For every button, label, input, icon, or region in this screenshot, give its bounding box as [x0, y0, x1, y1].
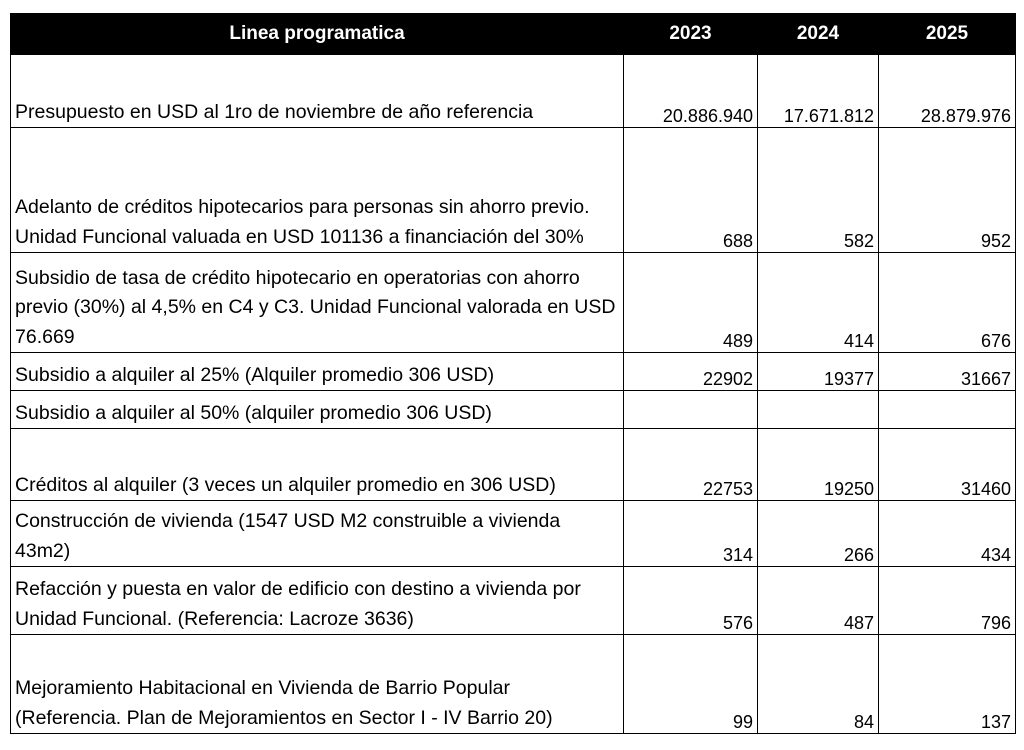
value-2025: 31460 — [879, 429, 1016, 501]
table-row — [11, 635, 1016, 734]
value-2024: 84 — [758, 635, 879, 734]
value-2023: 20.886.940 — [624, 72, 758, 128]
value-2024: 17.671.812 — [758, 72, 879, 128]
table-row — [11, 567, 1016, 635]
value-2024: 487 — [758, 567, 879, 635]
value-2023: 99 — [624, 635, 758, 734]
value-2024 — [758, 391, 879, 429]
value-2024: 266 — [758, 501, 879, 567]
row-label: Mejoramiento Habitacional en Vivienda de Barrio Popular (Referencia. Plan de Mejoramientos en Sector I - IV Barrio 20) — [11, 635, 624, 734]
spacer-row — [11, 55, 1016, 72]
value-2023: 22902 — [624, 353, 758, 391]
value-2024: 582 — [758, 128, 879, 253]
value-2023: 489 — [624, 253, 758, 353]
header-row — [11, 14, 1016, 55]
spacer-cell — [758, 55, 879, 72]
header-linea-programatica: Linea programatica — [11, 14, 624, 55]
table-body — [11, 55, 1016, 734]
spacer-cell — [624, 55, 758, 72]
row-label: Construcción de vivienda (1547 USD M2 construible a vivienda 43m2) — [11, 501, 624, 567]
row-label: Adelanto de créditos hipotecarios para personas sin ahorro previo. Unidad Funcional valuada en USD 101136 a financiación del 30% — [11, 128, 624, 253]
value-2023: 22753 — [624, 429, 758, 501]
value-2025: 434 — [879, 501, 1016, 567]
row-label: Subsidio a alquiler al 50% (alquiler promedio 306 USD) — [11, 391, 624, 429]
table-row — [11, 391, 1016, 429]
row-label: Presupuesto en USD al 1ro de noviembre de año referencia — [11, 72, 624, 128]
table-row — [11, 128, 1016, 253]
row-label: Refacción y puesta en valor de edificio con destino a vivienda por Unidad Funcional. (Referencia: Lacroze 3636) — [11, 567, 624, 635]
header-year-2024: 2024 — [758, 14, 879, 55]
row-label: Créditos al alquiler (3 veces un alquiler promedio en 306 USD) — [11, 429, 624, 501]
value-2024: 19250 — [758, 429, 879, 501]
table-row — [11, 353, 1016, 391]
table-header — [11, 14, 1016, 55]
header-year-2025: 2025 — [879, 14, 1016, 55]
value-2025: 137 — [879, 635, 1016, 734]
row-label: Subsidio de tasa de crédito hipotecario en operatorias con ahorro previo (30%) al 4,5% en C4 y C3. Unidad Funcional valorada en USD 76.669 — [11, 253, 624, 353]
value-2025 — [879, 391, 1016, 429]
table-row — [11, 72, 1016, 128]
budget-table — [10, 13, 1016, 734]
value-2023: 688 — [624, 128, 758, 253]
spacer-cell — [11, 55, 624, 72]
value-2023 — [624, 391, 758, 429]
row-label: Subsidio a alquiler al 25% (Alquiler promedio 306 USD) — [11, 353, 624, 391]
value-2024: 19377 — [758, 353, 879, 391]
value-2024: 414 — [758, 253, 879, 353]
value-2025: 952 — [879, 128, 1016, 253]
value-2023: 314 — [624, 501, 758, 567]
spacer-cell — [879, 55, 1016, 72]
value-2025: 676 — [879, 253, 1016, 353]
value-2025: 796 — [879, 567, 1016, 635]
table-row — [11, 429, 1016, 501]
value-2023: 576 — [624, 567, 758, 635]
value-2025: 31667 — [879, 353, 1016, 391]
header-year-2023: 2023 — [624, 14, 758, 55]
value-2025: 28.879.976 — [879, 72, 1016, 128]
table-row — [11, 501, 1016, 567]
table-row — [11, 253, 1016, 353]
